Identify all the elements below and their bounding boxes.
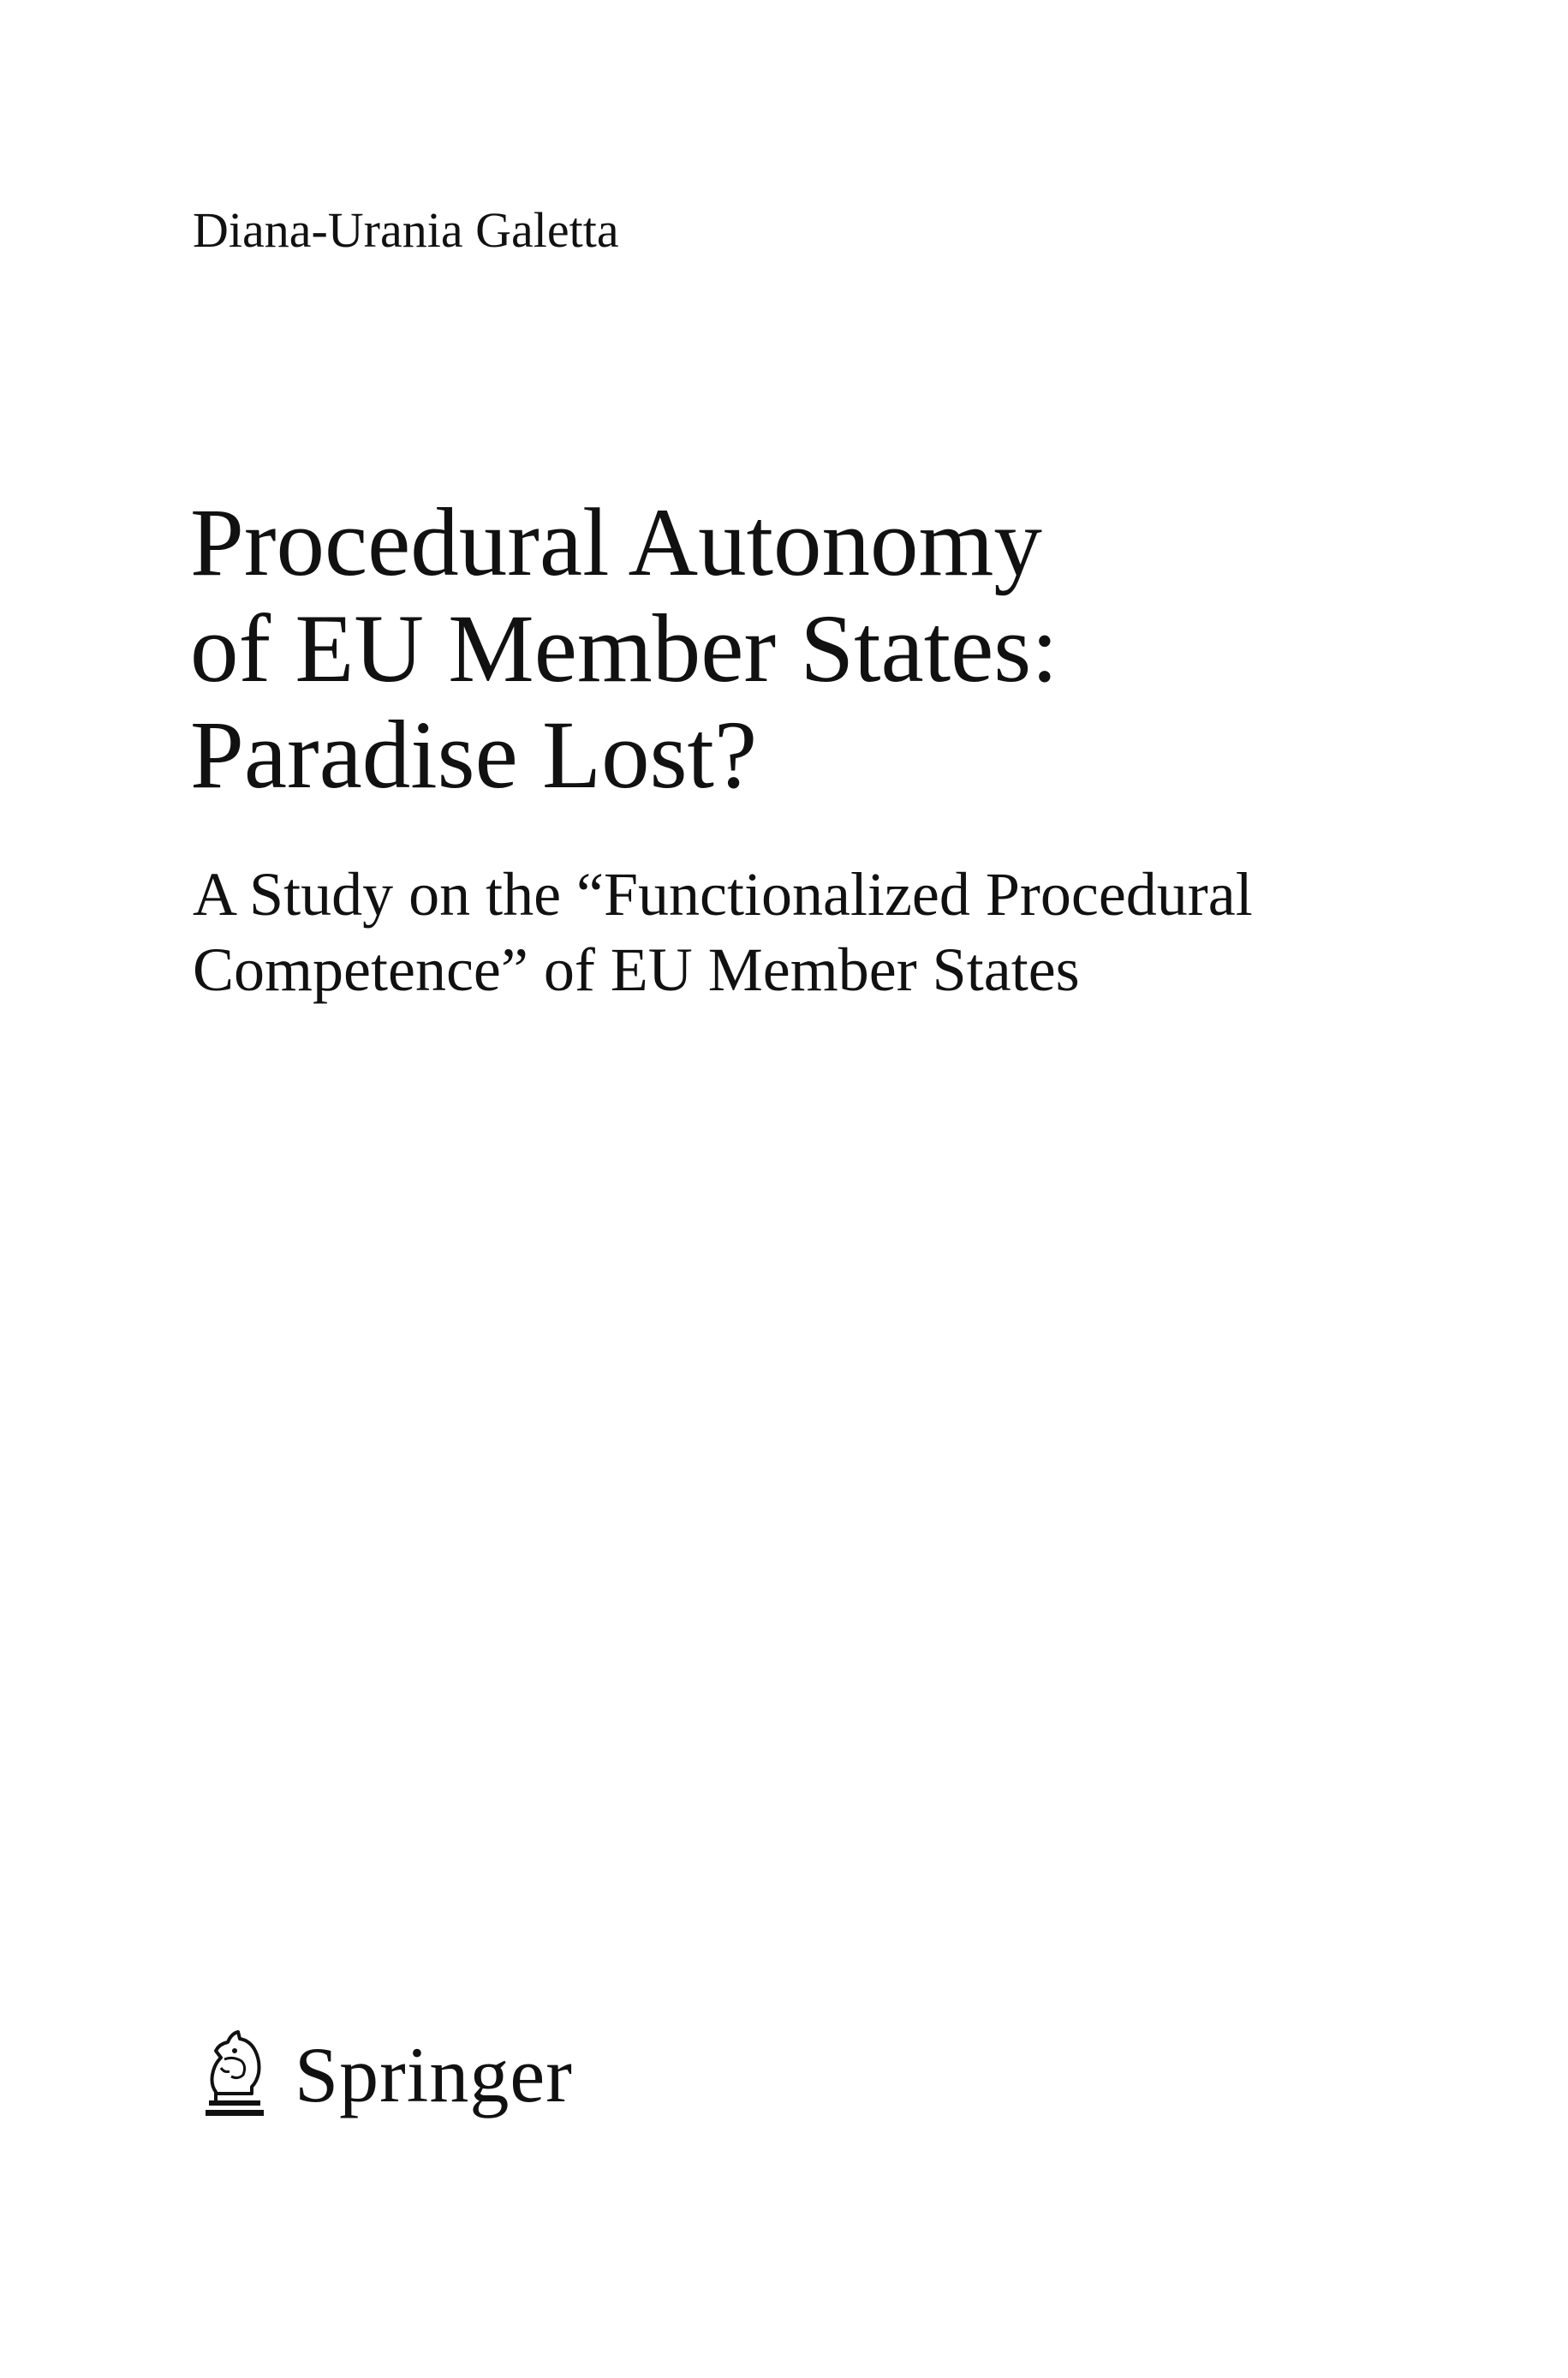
book-title bbox=[190, 490, 1058, 809]
book-title-line: Procedural Autonomy bbox=[190, 489, 1042, 596]
book-subtitle-line: A Study on the “Functionalized Procedural bbox=[193, 860, 1253, 929]
book-title-line: of EU Member States: bbox=[190, 595, 1058, 702]
book-subtitle-line: Competence” of EU Member States bbox=[193, 935, 1080, 1004]
publisher-imprint bbox=[190, 2025, 573, 2119]
book-subtitle bbox=[193, 857, 1253, 1007]
author-name: Diana-Urania Galetta bbox=[193, 202, 619, 258]
springer-knight-icon bbox=[190, 2025, 276, 2119]
book-title-line: Paradise Lost? bbox=[190, 702, 758, 809]
publisher-name: Springer bbox=[295, 2031, 573, 2118]
